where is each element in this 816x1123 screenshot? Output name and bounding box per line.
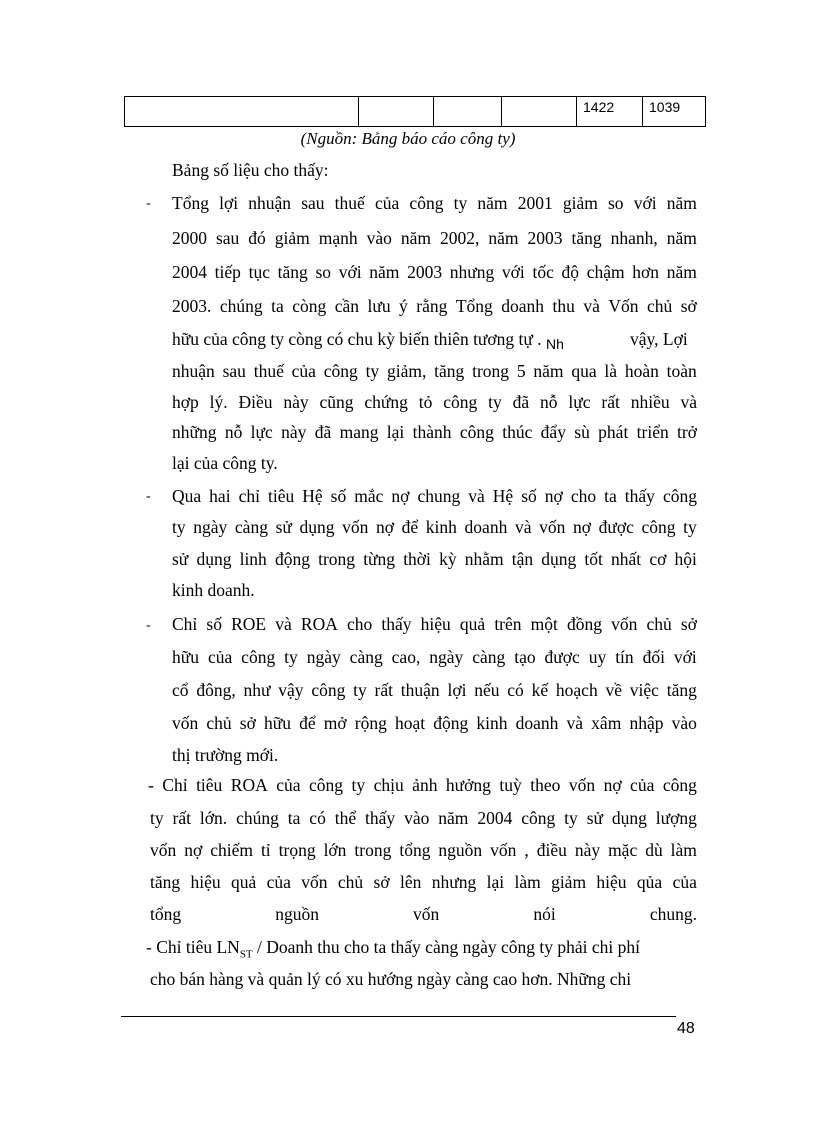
bullet-dash: - (146, 489, 151, 504)
table-cell: 1039 (649, 99, 681, 115)
ln-subscript: ST (239, 948, 253, 961)
bullet-3-line-2: hữu của công ty ngày càng cao, ngày càng tạo được uy tín đối với (172, 647, 697, 667)
bullet-1-line-4: 2003. chúng ta còng cần lưu ý rằng Tổng doanh thu và Vốn chủ sở (172, 296, 697, 316)
bullet-2-line-4: kinh doanh. (172, 580, 255, 600)
table-cell (434, 97, 502, 126)
data-table-row (124, 96, 706, 127)
intro-text: Bảng số liệu cho thấy: (172, 160, 329, 180)
bullet-1-line-3: 2004 tiếp tục tăng so với năm 2003 nhưng với tốc độ chậm hơn năm (172, 262, 697, 282)
bullet-1-line-8: những nỗ lực này đã mang lại thành công thúc đẩy sù phát triển trở (172, 422, 697, 442)
table-cell (125, 97, 359, 126)
bullet-1-line-5 (172, 329, 564, 350)
ln-line-1 (146, 937, 640, 961)
bullet-1-line-2: 2000 sau đó giảm mạnh vào năm 2002, năm 2003 tăng nhanh, năm (172, 228, 697, 248)
roa-line-3: vốn nợ chiếm tỉ trọng lớn trong tổng nguồn vốn , điều này mặc dù làm (150, 840, 697, 860)
table-cell (502, 97, 577, 126)
roa-line-5: tổng nguồn vốn nói chung. (150, 904, 697, 924)
bullet-3-line-5: thị trường mới. (172, 745, 279, 765)
bullet-2-line-3: sử dụng linh động trong từng thời kỳ nhằm tận dụng tốt nhất cơ hội (172, 549, 697, 569)
bullet-3-line-4: vốn chủ sở hữu để mở rộng hoạt động kinh doanh và xâm nhập vào (172, 713, 697, 733)
table-cell: 1422 (577, 97, 643, 126)
bullet-1-line-5-text: hữu của công ty còng có chu kỳ biến thiên tương tự . (172, 329, 542, 349)
footer-rule (121, 1016, 676, 1017)
bullet-1-line-6: nhuận sau thuế của công ty giảm, tăng trong 5 năm qua là hoàn toàn (172, 361, 697, 381)
table-cell (359, 97, 434, 126)
ln-line-1-pre: - Chỉ tiêu LN (146, 937, 240, 957)
inline-small-text: Nh (546, 336, 564, 352)
bullet-1-line-5-tail: vậy, Lợi (630, 329, 688, 349)
bullet-3-line-3: cổ đông, như vậy công ty rất thuận lợi nếu có kế hoạch về việc tăng (172, 680, 697, 700)
ln-line-2: cho bán hàng và quản lý có xu hướng ngày càng cao hơn. Những chi (150, 969, 632, 989)
table-source-caption: (Nguồn: Bảng báo cáo công ty) (300, 129, 516, 148)
bullet-dash: - (146, 196, 151, 211)
bullet-3-line-1: Chỉ số ROE và ROA cho thấy hiệu quả trên một đồng vốn chủ sở (172, 614, 697, 634)
roa-line-2: ty rất lớn. chúng ta có thể thấy vào năm 2004 công ty sử dụng lượng (150, 808, 697, 828)
bullet-dash: - (146, 618, 151, 633)
roa-line-1: - Chỉ tiêu ROA của công ty chịu ảnh hưởng tuỳ theo vốn nợ của công (148, 775, 697, 795)
bullet-1-line-1: Tổng lợi nhuận sau thuế của công ty năm 2001 giảm so với năm (172, 193, 697, 213)
page-number: 48 (677, 1020, 695, 1037)
ln-line-1-post: / Doanh thu cho ta thấy càng ngày công ty phải chi phí (252, 937, 640, 957)
bullet-2-line-1: Qua hai chỉ tiêu Hệ số mắc nợ chung và Hệ số nợ cho ta thấy công (172, 486, 697, 506)
bullet-1-line-7: hợp lý. Điều này cũng chứng tỏ công ty đã nỗ lực rất nhiều và (172, 392, 697, 412)
roa-line-4: tăng hiệu quả của vốn chủ sở lên nhưng lại làm giảm hiệu qủa của (150, 872, 697, 892)
bullet-2-line-2: ty ngày càng sử dụng vốn nợ để kinh doanh và vốn nợ được công ty (172, 517, 697, 537)
bullet-1-line-9: lại của công ty. (172, 453, 278, 473)
